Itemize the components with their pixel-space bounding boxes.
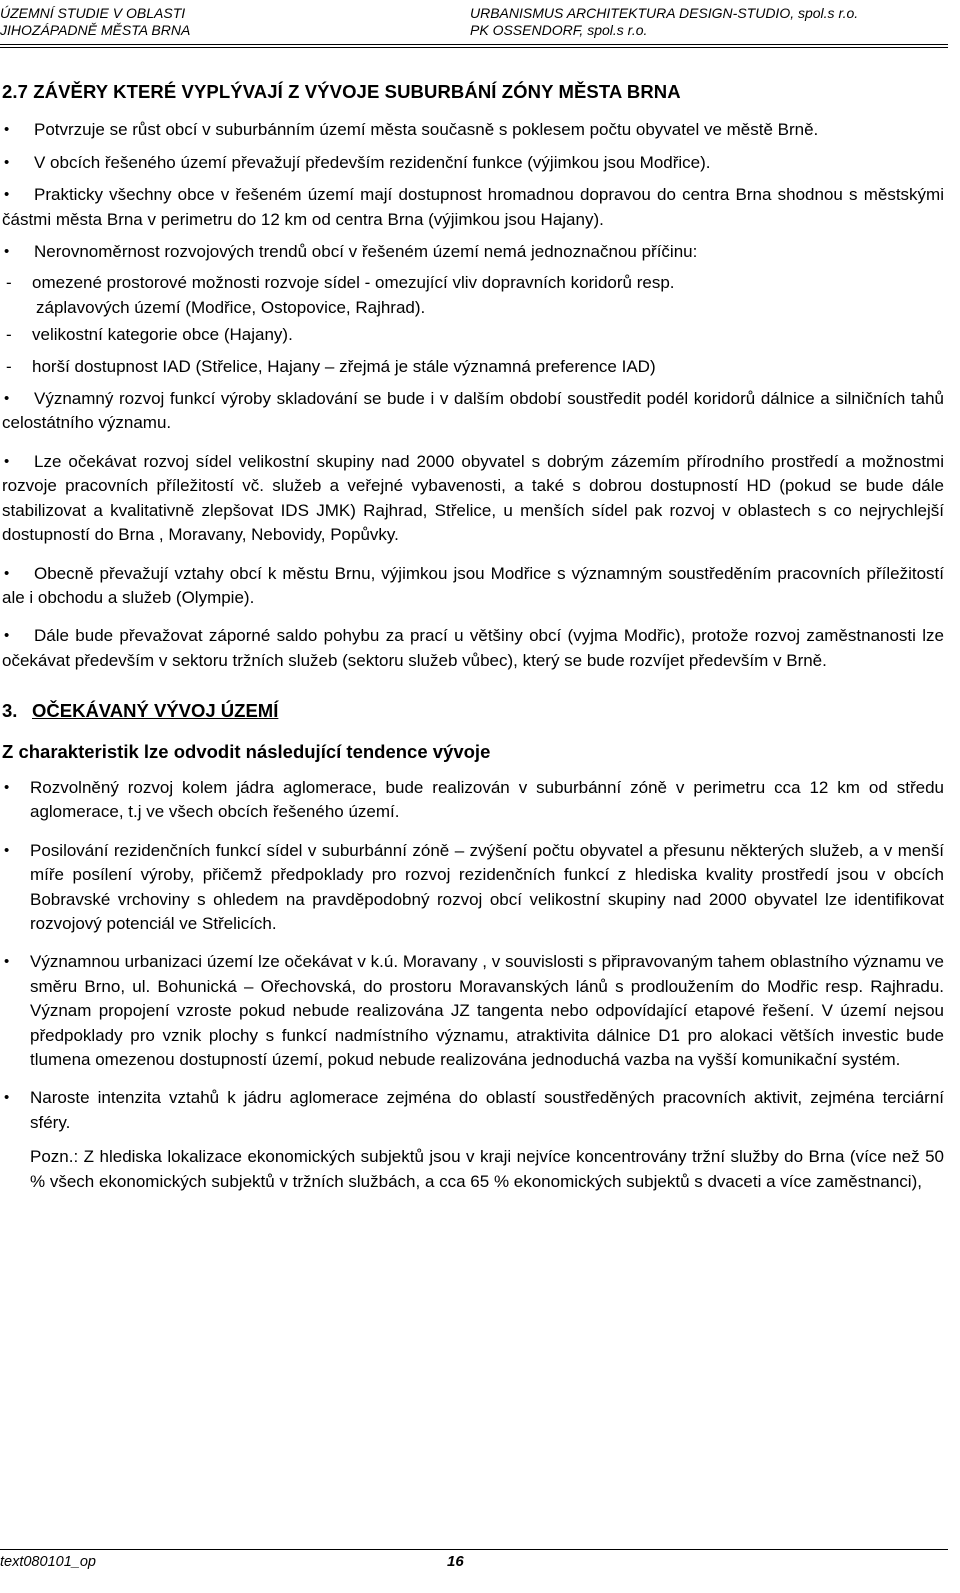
header-left-line1: ÚZEMNÍ STUDIE V OBLASTI: [0, 5, 186, 21]
bullet-icon: •: [4, 243, 10, 261]
bullet-icon: •: [4, 153, 10, 171]
section-conclusions: [0, 80, 944, 673]
dash-glyph: -: [6, 325, 12, 345]
dash-item-continuation: záplavových území (Modřice, Ostopovice, Rajhrad).: [36, 297, 426, 317]
page-number: 16: [447, 1553, 464, 1570]
dash-item: - omezené prostorové možnosti rozvoje sídel - omezující vliv dopravních koridorů resp.: [0, 271, 944, 295]
bullet-icon: •: [4, 953, 10, 971]
bullet-icon: •: [4, 186, 10, 204]
page-header: [0, 5, 960, 41]
list-item: • Významnou urbanizaci území lze očekávat v k.ú. Moravany , v souvislosti s připravovaným tahem oblastního významu ve směru Brno, ul. Bohunická – Ořechovská, do prostoru Moravanských lánů s prodloužením do Modřic resp. Rajhradu. Význam propojení vzroste pokud nebude realizována JZ tangenta nebo odpovídající etapové řešení. V území nejsou předpoklady pro vznik plochy s funkcí nadmístního významu, atraktivita dálnice D1 pro alokaci větších investic bude tlumena omezenou dostupností území, pokud nebude realizována jednoduchá vazba na vyšší komunikační systém.: [4, 952, 944, 1069]
page-footer: [0, 1549, 948, 1570]
list-item: • Obecně převažují vztahy obcí k městu Brnu, výjimkou jsou Modřice s významným soustředěním pracovních příležitostí ale i obchodu a služeb (Olympie).: [2, 563, 944, 607]
bullet-list: [0, 776, 944, 1135]
section-heading: 2.7 ZÁVĚRY KTERÉ VYPLÝVAJÍ Z VÝVOJE SUBURBÁNÍ ZÓNY MĚSTA BRNA: [2, 81, 681, 102]
list-item: • Rozvolněný rozvoj kolem jádra aglomerace, bude realizován v suburbánní zóně v perimetru cca 12 km od středu aglomerace, t.j ve všech obcích řešeného území.: [4, 777, 944, 822]
list-item: • Nerovnoměrnost rozvojových trendů obcí v řešeném území nemá jednoznačnou příčinu:: [0, 240, 944, 264]
dash-glyph: -: [6, 356, 12, 376]
list-item: • Významný rozvoj funkcí výroby skladování se bude i v dalším období soustředit podél koridorů dálnice a silničních tahů celostátního významu.: [2, 389, 944, 433]
bullet-icon: •: [4, 452, 10, 470]
header-left-line2: JIHOZÁPADNĚ MĚSTA BRNA: [0, 22, 191, 38]
bullet-list: [0, 118, 944, 264]
section-heading: [2, 699, 944, 723]
list-item: • Dále bude převažovat záporné saldo pohybu za prací u většiny obcí (vyjma Modřic), protože rozvoj zaměstnanosti lze očekávat především v sektoru tržních služeb (sektoru služeb vůbec), který se bude rozvíjet především v Brně.: [2, 626, 944, 670]
section-subtitle: Z charakteristik lze odvodit následující tendence vývoje: [2, 740, 491, 762]
dash-item: - velikostní kategorie obce (Hajany).: [0, 323, 944, 347]
footer-filename: text080101_op: [0, 1554, 96, 1570]
header-right-line2: PK OSSENDORF, spol.s r.o.: [470, 22, 648, 38]
bullet-icon: •: [4, 778, 10, 796]
document-body: [0, 80, 944, 1194]
section-title: OČEKÁVANÝ VÝVOJ ÚZEMÍ: [32, 700, 279, 722]
list-item: • Prakticky všechny obce v řešeném území mají dostupnost hromadnou dopravou do centra Brna shodnou s městskými částmi města Brna v perimetru do 12 km od centra Brna (výjimkou jsou Hajany).: [2, 185, 944, 229]
header-left: [0, 5, 190, 39]
section-expected-development: [0, 699, 944, 1194]
bullet-icon: •: [4, 1089, 10, 1107]
dash-item: - horší dostupnost IAD (Střelice, Hajany – zřejmá je stále významná preference IAD): [0, 355, 944, 379]
header-right-line1: URBANISMUS ARCHITEKTURA DESIGN-STUDIO, spol.s r.o.: [470, 5, 859, 21]
list-item: • V obcích řešeného území převažují především rezidenční funkce (výjimkou jsou Modřice).: [0, 151, 944, 175]
bullet-list: [0, 387, 944, 673]
bullet-icon: •: [4, 841, 10, 859]
note-paragraph: Pozn.: Z hlediska lokalizace ekonomických subjektů jsou v kraji nejvíce koncentrovány tržní služby do Brna (více než 50 % všech ekonomických subjektů v tržních službách, a cca 65 % ekonomických subjektů s dvaceti a více zaměstnanci),: [30, 1147, 944, 1191]
list-item: • Potvrzuje se růst obcí v suburbánním území města současně s poklesem počtu obyvatel ve městě Brně.: [0, 118, 944, 142]
section-number: 3.: [2, 700, 18, 722]
list-item: • Naroste intenzita vztahů k jádru aglomerace zejména do oblastí soustředěných pracovních aktivit, zejména terciární sféry.: [4, 1088, 944, 1132]
bullet-icon: •: [4, 390, 10, 408]
bullet-icon: •: [4, 121, 10, 139]
header-rule-top: [0, 44, 948, 45]
header-right: [470, 5, 858, 39]
bullet-icon: •: [4, 627, 10, 645]
list-item: • Lze očekávat rozvoj sídel velikostní skupiny nad 2000 obyvatel s dobrým zázemím přírodního prostředí a možnostmi rozvoje pracovních příležitostí vč. služeb a veřejné vybavenosti, a také s dobrou dostupností HD (pokud se bude dále stabilizovat a kvalitativně zlepšovat IDS JMK) Rajhrad, Střelice, u menších sídel pak rozvoj v oblastech s co nejrychlejší dostupností do Brna , Moravany, Nebovidy, Popůvky.: [2, 451, 944, 545]
list-item: • Posilování rezidenčních funkcí sídel v suburbánní zóně – zvýšení počtu obyvatel a přesunu některých služeb, a v menší míře posílení výroby, přičemž předpoklady pro rozvoj rezidenčních funkcí z hlediska kvality prostředí jsou v obcích Bobravské vrchoviny s ohledem na pravděpodobný rozvoj obcí velikostní skupiny nad 2000 obyvatel lze identifikovat rozvojový potenciál ve Střelicích.: [4, 840, 944, 933]
bullet-icon: •: [4, 564, 10, 582]
header-rule-bottom: [0, 47, 948, 48]
dash-glyph: -: [6, 273, 12, 293]
